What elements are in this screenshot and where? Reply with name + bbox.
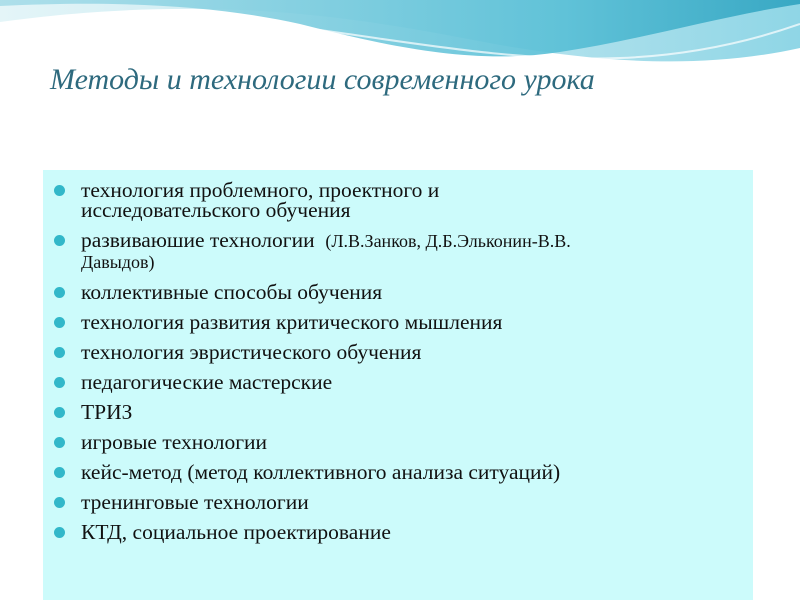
list-item-text: технология проблемного, проектного и bbox=[81, 178, 440, 202]
list-item-text: технология эвристического обучения bbox=[81, 340, 422, 364]
list-item bbox=[43, 307, 753, 337]
content-box bbox=[43, 170, 753, 600]
list-item-text: КТД, социальное проектирование bbox=[81, 520, 391, 544]
list-item bbox=[43, 337, 753, 367]
bullet-dot-icon bbox=[54, 497, 65, 508]
list-item-authors-continued: Давыдов) bbox=[81, 252, 155, 272]
bullet-dot-icon bbox=[54, 407, 65, 418]
list-item-text: кейс-метод (метод коллективного анализа ситуаций) bbox=[81, 460, 561, 484]
list-item-text: коллективные способы обучения bbox=[81, 280, 383, 304]
list-item-text: тренинговые технологии bbox=[81, 490, 309, 514]
list-item bbox=[43, 427, 753, 457]
list-item bbox=[43, 457, 753, 487]
bullet-dot-icon bbox=[54, 235, 65, 246]
list-item-text: развиваюшие технологии bbox=[81, 228, 326, 252]
list-item bbox=[43, 397, 753, 427]
list-item bbox=[43, 225, 753, 277]
list-item bbox=[43, 367, 753, 397]
list-item-text: технология развития критического мышления bbox=[81, 310, 503, 334]
list-item bbox=[43, 517, 753, 547]
list-item-authors: (Л.В.Занков, Д.Б.Эльконин-В.В. bbox=[325, 231, 571, 251]
list-item bbox=[43, 487, 753, 517]
bullet-dot-icon bbox=[54, 317, 65, 328]
list-item-text: педагогические мастерские bbox=[81, 370, 333, 394]
list-item bbox=[43, 175, 753, 225]
list-item-text-continued: исследовательского обучения bbox=[81, 198, 351, 222]
bullet-dot-icon bbox=[54, 377, 65, 388]
bullet-list bbox=[43, 175, 753, 547]
list-item-text: ТРИЗ bbox=[81, 400, 133, 424]
bullet-dot-icon bbox=[54, 347, 65, 358]
bullet-dot-icon bbox=[54, 527, 65, 538]
bullet-dot-icon bbox=[54, 467, 65, 478]
list-item-text: игровые технологии bbox=[81, 430, 268, 454]
bullet-dot-icon bbox=[54, 185, 65, 196]
list-item bbox=[43, 277, 753, 307]
bullet-dot-icon bbox=[54, 287, 65, 298]
bullet-dot-icon bbox=[54, 437, 65, 448]
slide-title: Методы и технологии современного урока bbox=[50, 63, 595, 96]
